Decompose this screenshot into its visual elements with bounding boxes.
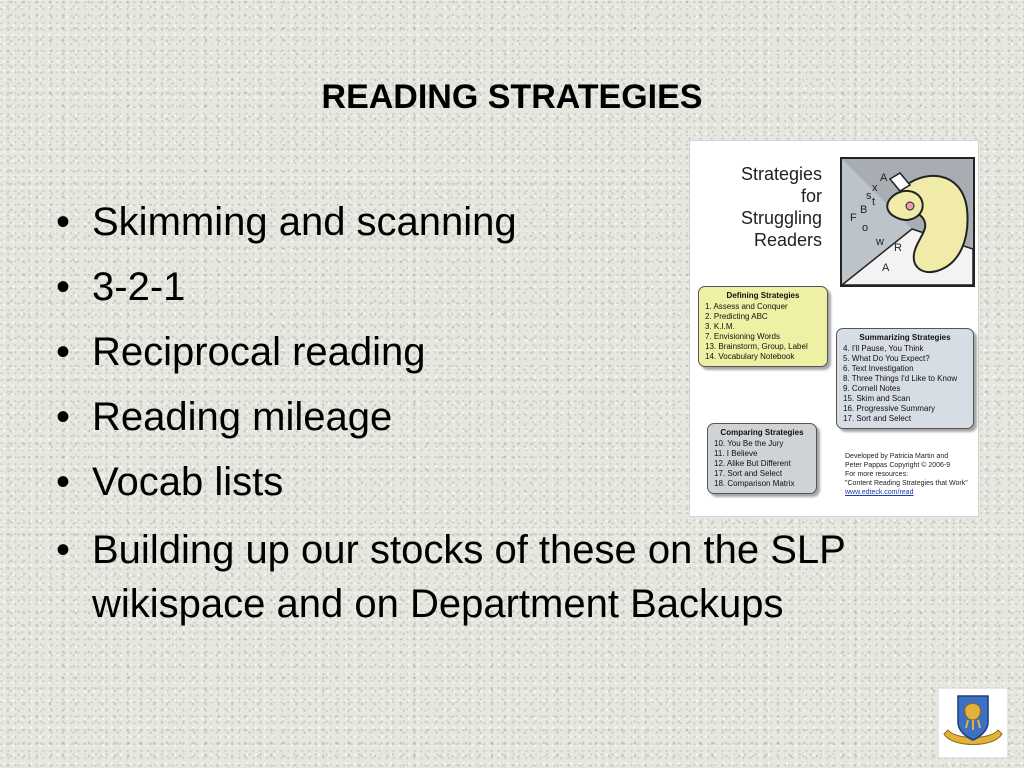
bullet-symbol: •	[56, 395, 71, 439]
book-cover-title	[741, 163, 822, 251]
bullet-symbol: •	[56, 200, 71, 244]
art-letter: x	[872, 182, 878, 194]
cover-title-line: Strategies	[740, 164, 822, 184]
bullet-text: 3-2-1	[92, 265, 186, 309]
book-cover-image	[689, 140, 979, 517]
defining-item: 14. Vocabulary Notebook	[705, 352, 795, 361]
defining-item: 3. K.I.M.	[705, 322, 735, 331]
defining-item: 1. Assess and Conquer	[705, 302, 788, 311]
comparing-item: 11. I Believe	[714, 449, 758, 458]
cover-title-line: for	[800, 186, 822, 206]
credit-line: "Content Reading Strategies that Work"	[845, 480, 968, 487]
art-letter: F	[850, 212, 857, 224]
bullet-symbol: •	[56, 265, 71, 309]
art-letter: R	[894, 242, 902, 254]
struggling-reader-illustration	[840, 157, 975, 287]
bullet-text: Skimming and scanning	[92, 200, 517, 244]
defining-item: 7. Envisioning Words	[705, 332, 780, 341]
art-letter: t	[872, 196, 876, 208]
summarizing-item: 8. Three Things I'd Like to Know	[843, 374, 958, 383]
comparing-item: 18. Comparison Matrix	[714, 479, 795, 488]
summarizing-item: 15. Skim and Scan	[843, 394, 911, 403]
summarizing-item: 4. I'll Pause, You Think	[843, 344, 924, 353]
credit-url-link[interactable]: www.edteck.com/read	[845, 489, 914, 496]
summarizing-item: 5. What Do You Expect?	[843, 354, 930, 363]
defining-item: 2. Predicting ABC	[705, 312, 768, 321]
art-letter: A	[880, 172, 888, 184]
defining-item: 13. Brainstorm, Group, Label	[705, 342, 808, 351]
art-letter: B	[860, 204, 868, 216]
comparing-strategies-box	[707, 423, 817, 494]
summarizing-item: 16. Progressive Summary	[843, 404, 936, 413]
art-letter: w	[876, 236, 884, 248]
cover-title-line: Struggling	[740, 208, 822, 228]
art-letter: o	[862, 222, 869, 234]
summarizing-item: 6. Text Investigation	[843, 364, 914, 373]
bullet-text: Building up our stocks of these on the SLP wikispace and on Department Backups	[92, 528, 846, 626]
comparing-item: 12. Alike But Different	[714, 459, 791, 468]
bullet-text: Vocab lists	[92, 460, 284, 504]
comparing-item: 17. Sort and Select	[714, 469, 783, 478]
bullet-symbol: •	[56, 528, 71, 572]
cover-title-line: Readers	[753, 230, 822, 250]
comparing-item: 10. You Be the Jury	[714, 439, 784, 448]
cover-credit	[845, 452, 968, 497]
credit-line: Peter Pappas Copyright © 2006-9	[845, 462, 951, 469]
credit-line: Developed by Patricia Martin and	[845, 453, 949, 460]
bullet-text: Reading mileage	[92, 395, 393, 439]
summarizing-item: 17. Sort and Select	[843, 414, 912, 423]
art-letter: A	[882, 262, 890, 274]
school-crest-icon	[938, 688, 1008, 758]
bullet-item	[56, 523, 876, 631]
summarizing-heading: Summarizing Strategies	[859, 333, 951, 342]
credit-line: For more resources:	[845, 471, 909, 478]
bullet-symbol: •	[56, 330, 71, 374]
slide-title: READING STRATEGIES	[321, 78, 703, 116]
comparing-heading: Comparing Strategies	[720, 428, 804, 437]
bullet-text: Reciprocal reading	[92, 330, 426, 374]
defining-heading: Defining Strategies	[726, 291, 800, 300]
summarizing-strategies-box	[836, 328, 974, 429]
reader-drawing-icon	[842, 159, 973, 285]
art-letter: s	[866, 190, 872, 202]
bullet-symbol: •	[56, 460, 71, 504]
defining-strategies-box	[698, 286, 828, 367]
summarizing-item: 9. Cornell Notes	[843, 384, 901, 393]
